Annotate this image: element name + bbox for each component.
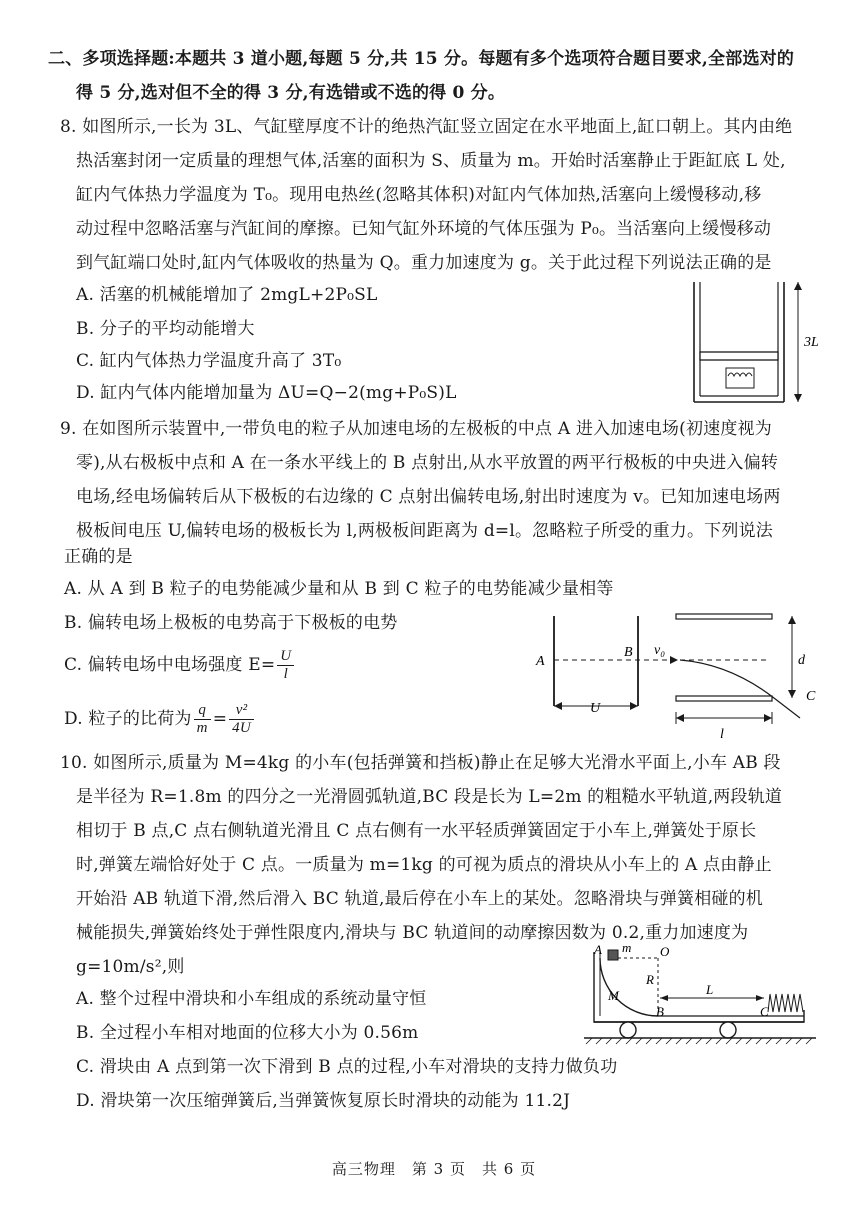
- q8-stem-line4: 动过程中忽略活塞与汽缸间的摩擦。已知气缸外环境的气体压强为 P₀。当活塞向上缓慢移动: [76, 219, 772, 239]
- q8-option-c: C. 缸内气体热力学温度升高了 3T₀: [76, 351, 342, 371]
- q9-stem-line2: 零),从右极板中点和 A 在一条水平线上的 B 点射出,从水平放置的两平行极板的中央进入偏转: [76, 453, 779, 473]
- q10-stem-line3: 相切于 B 点,C 点右侧轨道光滑且 C 点右侧有一水平轻质弹簧固定于小车上,弹簧处于原长: [76, 821, 757, 841]
- q10-stem-line6: 械能损失,弹簧始终处于弹性限度内,滑块与 BC 轨道间的动摩擦因数为 0.2,重力加速度为: [76, 923, 749, 943]
- q9-fig-label-d: d: [798, 653, 805, 668]
- q9-field-figure: [530, 606, 830, 746]
- q10-option-a: A. 整个过程中滑块和小车组成的系统动量守恒: [76, 989, 427, 1009]
- q8-stem-line1: 8. 如图所示,一长为 3L、气缸壁厚度不计的绝热汽缸竖立固定在水平地面上,缸口朝上。其内由绝: [60, 117, 793, 137]
- q9-fig-label-a: A: [536, 654, 545, 669]
- q9-stem-line5: 正确的是: [64, 547, 133, 567]
- q9-fig-label-v0: v₀: [654, 643, 666, 658]
- q10-option-d: D. 滑块第一次压缩弹簧后,当弹簧恢复原长时滑块的动能为 11.2J: [76, 1091, 571, 1111]
- q9-option-d-fraction: [229, 702, 254, 737]
- section-header-line1: 二、多项选择题:本题共 3 道小题,每题 5 分,共 15 分。每题有多个选项符合题目要求,全部选对的: [48, 49, 795, 69]
- q9-stem-line1: 9. 在如图所示装置中,一带负电的粒子从加速电场的左极板的中点 A 进入加速电场(初速度视为: [60, 419, 772, 439]
- q9-d-equals: =: [212, 709, 228, 729]
- q10-fig-label-m: m: [622, 940, 632, 955]
- q9-fig-label-u: U: [590, 701, 601, 716]
- q10-stem-line1: 10. 如图所示,质量为 M=4kg 的小车(包括弹簧和挡板)静止在足够大光滑水平面上,小车 AB 段: [60, 753, 781, 773]
- q9-option-c: [64, 648, 296, 683]
- q8-stem-line3: 缸内气体热力学温度为 T₀。现用电热丝(忽略其体积)对缸内气体加热,活塞向上缓慢移动,移: [76, 185, 762, 205]
- q9-option-a: A. 从 A 到 B 粒子的电势能减少量和从 B 到 C 粒子的电势能减少量相等: [64, 579, 614, 599]
- q9-option-c-text: C. 偏转电场中电场强度 E=: [64, 655, 276, 675]
- section-header-line2: 得 5 分,选对但不全的得 3 分,有选错或不选的得 0 分。: [76, 83, 506, 103]
- q9-c-numerator: U: [277, 648, 294, 666]
- q9-c-denominator: l: [283, 666, 288, 682]
- q8-stem-line5: 到气缸端口处时,缸内气体吸收的热量为 Q。重力加速度为 g。关于此过程下列说法正确的是: [76, 253, 772, 273]
- q9-option-c-fraction: [277, 648, 294, 683]
- q10-fig-label-o: O: [660, 944, 670, 959]
- page-footer: 高三物理 第 3 页 共 6 页: [331, 1160, 537, 1178]
- q10-cart-figure: [580, 940, 820, 1050]
- q10-fig-label-l: L: [706, 982, 714, 997]
- q9-d-m: m: [196, 720, 208, 736]
- q10-fig-label-a: A: [594, 942, 602, 957]
- q8-option-a: A. 活塞的机械能增加了 2mgL+2P₀SL: [76, 285, 378, 305]
- q10-option-c: C. 滑块由 A 点到第一次下滑到 B 点的过程,小车对滑块的支持力做负功: [76, 1057, 618, 1077]
- q10-stem-line4: 时,弹簧左端恰好处于 C 点。一质量为 m=1kg 的可视为质点的滑块从小车上的 A 点由静止: [76, 855, 772, 875]
- q8-option-d: D. 缸内气体内能增加量为 ΔU=Q−2(mg+P₀S)L: [76, 383, 457, 403]
- q10-fig-label-c: C: [760, 1004, 769, 1019]
- q10-stem-line5: 开始沿 AB 轨道下滑,然后滑入 BC 轨道,最后停在小车上的某处。忽略滑块与弹簧相碰的机: [76, 889, 764, 909]
- q10-option-b: B. 全过程小车相对地面的位移大小为 0.56m: [76, 1023, 419, 1043]
- q9-d-numerator: v²: [229, 702, 254, 720]
- q9-stem-line4: 极板间电压 U,偏转电场的极板长为 l,两极板间距离为 d=l。忽略粒子所受的重力。下列说法: [76, 521, 773, 541]
- q10-fig-label-big-m: M: [608, 988, 619, 1003]
- q8-fig-label-3l: 3L: [804, 335, 819, 350]
- q8-option-b: B. 分子的平均动能增大: [76, 319, 255, 339]
- q8-stem-line2: 热活塞封闭一定质量的理想气体,活塞的面积为 S、质量为 m。开始时活塞静止于距缸底 L 处,: [76, 151, 786, 171]
- q10-stem-line2: 是半径为 R=1.8m 的四分之一光滑圆弧轨道,BC 段是长为 L=2m 的粗糙水平轨道,两段轨道: [76, 787, 783, 807]
- q9-option-d-text: D. 粒子的比荷为: [64, 709, 192, 729]
- q9-d-q: q: [194, 702, 211, 720]
- q10-fig-label-r: R: [646, 972, 654, 987]
- q10-fig-label-b: B: [656, 1004, 664, 1019]
- q9-option-b: B. 偏转电场上极板的电势高于下极板的电势: [64, 613, 398, 633]
- q9-option-d: [64, 702, 256, 737]
- q9-fig-label-b: B: [624, 645, 633, 660]
- q9-fig-label-c: C: [806, 689, 816, 704]
- q10-stem-line7: g=10m/s²,则: [76, 957, 185, 977]
- q9-d-denominator: 4U: [232, 720, 251, 736]
- q9-fig-label-l: l: [720, 727, 724, 742]
- q9-option-d-ratio: [194, 702, 211, 737]
- q8-cylinder-figure: [688, 280, 838, 410]
- q9-stem-line3: 电场,经电场偏转后从下极板的右边缘的 C 点射出偏转电场,射出时速度为 v。已知加速电场两: [76, 487, 781, 507]
